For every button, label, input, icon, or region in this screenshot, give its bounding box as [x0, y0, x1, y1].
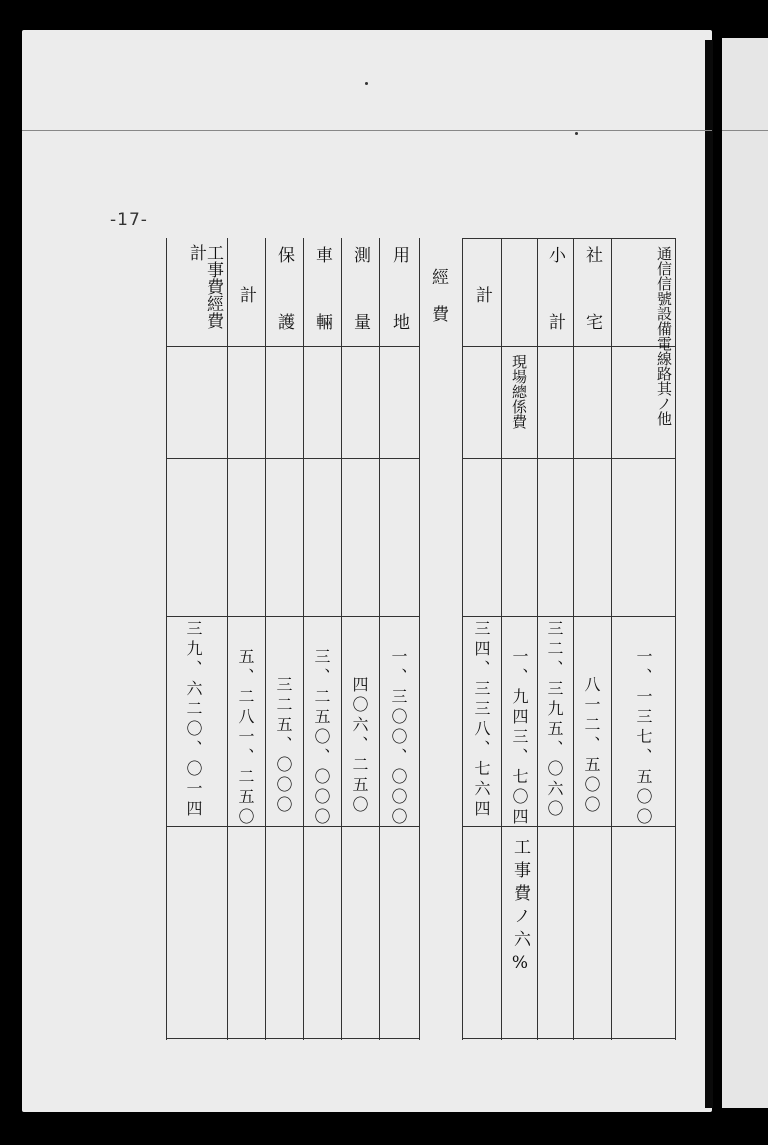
col-value: 三四、三三八、七六四 — [472, 620, 491, 820]
speck — [365, 82, 368, 85]
col-header: 車輛 — [312, 246, 332, 380]
col-header: 工事費經費計 — [186, 244, 223, 329]
genba-note: 工事費ノ六% — [510, 838, 530, 979]
col-shokei — [537, 238, 574, 1040]
col-genba — [501, 238, 538, 1040]
fold-line-right — [722, 130, 768, 131]
speck — [575, 132, 578, 135]
col-value: 四〇六、二五〇 — [350, 676, 369, 816]
col-value: 八一二、五〇〇 — [582, 676, 601, 816]
col-sharyo — [303, 238, 342, 1040]
col-value: 一、九四三、七〇四 — [510, 648, 529, 828]
left-table — [166, 238, 419, 1040]
fold-line — [22, 130, 712, 131]
right-table — [462, 238, 675, 1040]
col-sokuryo — [341, 238, 380, 1040]
col-header: 小計 — [545, 246, 565, 380]
col-ryochi — [379, 238, 420, 1040]
col-value: 三二、三九五、〇六〇 — [545, 620, 564, 820]
col-shataku — [573, 238, 612, 1040]
col-value: 三九、六二〇、〇一四 — [184, 620, 203, 820]
col-header: 社宅 — [582, 246, 602, 380]
page-number: -17- — [110, 210, 148, 230]
col-kei — [227, 238, 266, 1040]
col-value: 五、二八一、二五〇 — [236, 648, 255, 828]
col-header: 保護 — [274, 246, 294, 380]
col-value: 三二五、〇〇〇 — [274, 676, 293, 816]
col-header: 計 — [472, 286, 492, 303]
binding-spine — [705, 40, 713, 1108]
keihi-label: 經費 — [428, 268, 448, 342]
col-header: 用地 — [389, 246, 409, 380]
col-kei — [463, 238, 502, 1040]
col-value: 一、三〇〇、〇〇〇 — [389, 648, 408, 828]
col-header: 測量 — [350, 246, 370, 380]
next-page-edge — [722, 38, 768, 1108]
col-value: 三、二五〇、〇〇〇 — [312, 648, 331, 828]
col-header: 現場總係費 — [510, 354, 528, 429]
col-tsushin — [611, 238, 676, 1040]
col-value: 一、一三七、五〇〇 — [634, 648, 653, 828]
col-header: 計 — [236, 286, 256, 303]
col-hogo — [265, 238, 304, 1040]
col-kojihi-keihi-kei — [167, 238, 228, 1040]
col-header: 通信信號設備電線路其ノ他 — [655, 246, 673, 426]
